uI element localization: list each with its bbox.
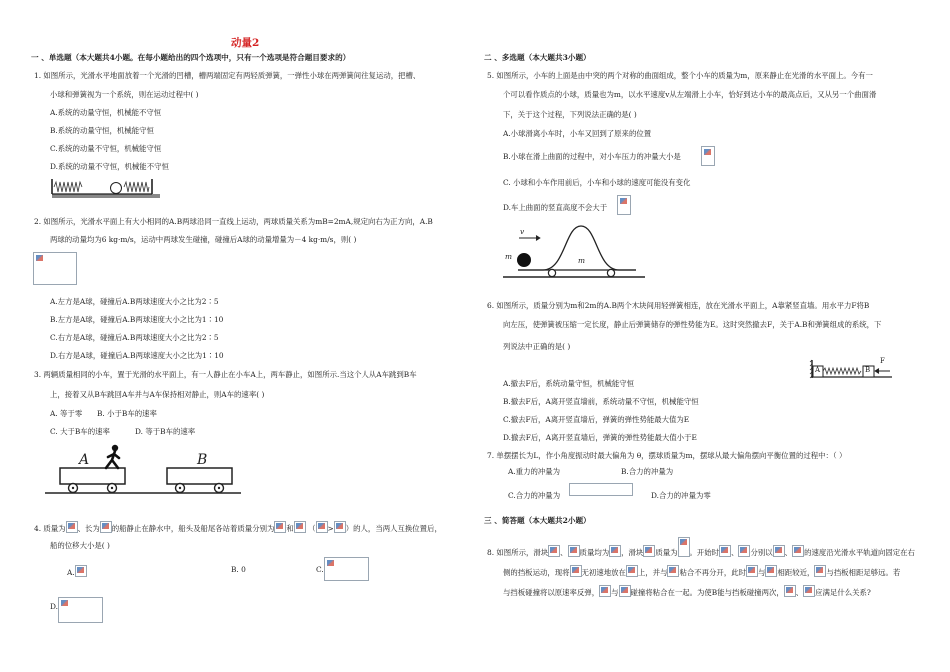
q4-option-d: D. (50, 602, 59, 611)
q3-carts-figure (45, 443, 245, 498)
q7-option-d: D.合力的冲量为零 (651, 491, 711, 500)
formula-image (294, 521, 306, 533)
q3-stem-line2: 上，接着又从B车跳回A车并与A车保持相对静止，则A车的速率( ) (50, 390, 265, 399)
formula-image (334, 521, 346, 533)
formula-image (643, 545, 655, 557)
q5-stem-line2: 个可以看作质点的小球，质量也为m，以水平速度v从左端滑上小车，恰好到达小车的最高点后，又从另一个曲面滑 (503, 90, 877, 99)
q4-option-c: C. (316, 565, 324, 574)
q7-option-c-formula (569, 483, 633, 496)
q5-velocity-label: v (520, 227, 525, 236)
formula-image (568, 545, 580, 557)
q5-stem-line1: 5. 如图所示，小车的上面是由中突的两个对称的曲面组成，整个小车的质量为m，原来静止在光滑的水平面上。今有一 (487, 71, 873, 80)
q6-block-a-label: A (815, 366, 821, 374)
page-title: 动量2 (231, 37, 260, 49)
q6-spring-blocks-figure (810, 358, 910, 380)
q1-stem-line2: 小球和弹簧视为一个系统，则在运动过程中( ) (50, 90, 199, 99)
q7-option-c: C.合力的冲量为 (508, 491, 561, 500)
q1-option-c: C.系统的动量不守恒，机械能守恒 (50, 144, 162, 153)
q2-option-d: D.右方是A球，碰撞后A.B两球速度大小之比为1∶10 (50, 351, 224, 360)
q8-stem-line1: 8. 如图所示，滑块 、 质量均为 ，滑块 质量为 。开始时 、 分别以 、 的速度沿光滑水平轨道向固定在右 (487, 537, 915, 557)
q5-option-c: C. 小球和小车作用前后，小车和小球的速度可能没有变化 (503, 178, 691, 187)
formula-image (274, 521, 286, 533)
formula-image (570, 565, 582, 577)
section-short-answer: 三 、简答题（本大题共2小题） (484, 516, 591, 525)
formula-image (814, 565, 826, 577)
q5-stem-line3: 下，关于这个过程，下列说法正确的是( ) (503, 110, 637, 119)
q5-option-b-formula (701, 146, 715, 166)
formula-image (784, 585, 796, 597)
q3-option-b: B. 小于B车的速率 (97, 409, 157, 418)
q4-stem-line1: 4. 质量为 、长为 的船静止在静水中，船头及船尾各站着质量分别为 和 （ > ）的人，当两人互换位置后， (34, 521, 442, 533)
q4-option-c-formula (324, 557, 369, 581)
q5-car-mass-label: m (578, 256, 586, 265)
q2-option-b: B.左方是A球，碰撞后A.B两球速度大小之比为1∶10 (50, 315, 224, 324)
formula-image (599, 585, 611, 597)
formula-image (738, 545, 750, 557)
formula-image (719, 545, 731, 557)
q3-option-a: A. 等于零 (50, 409, 83, 418)
cart-b-label: B (197, 452, 208, 468)
q5-ball-mass-label: m (505, 252, 513, 261)
formula-image (803, 585, 815, 597)
formula-image (619, 585, 631, 597)
q2-option-c: C.右方是A球，碰撞后A.B两球速度大小之比为2∶5 (50, 333, 219, 342)
q1-stem-line1: 1. 如图所示，光滑水平地面放着一个光滑的凹槽，槽两端固定有两轻质弹簧，一弹性小球在两弹簧间往复运动，把槽、 (34, 71, 421, 80)
q8-stem-line3: 与挡板碰撞将以原速率反弹， 与 碰撞将粘合在一起。为使B能与挡板碰撞两次， 、 应满足什么关系? (503, 585, 871, 597)
formula-image (746, 565, 758, 577)
formula-image (667, 565, 679, 577)
q4-stem-line2: 船的位移大小是( ) (50, 541, 110, 550)
q4-option-d-formula (58, 597, 103, 623)
formula-image (316, 521, 328, 533)
section-single-choice: 一 、单选题（本大题共4小题。在每小题给出的四个选项中，只有一个选项是符合题目要求的） (31, 53, 351, 62)
q6-option-c: C.撤去F后，A离开竖直墙后，弹簧的弹性势能最大值为E (503, 415, 690, 424)
formula-image (626, 565, 638, 577)
q7-stem: 7. 单摆摆长为L，作小角度振动时最大偏角为 θ，摆球质量为m，摆球从最大偏角摆向平衡位置的过程中：（ ） (487, 451, 847, 460)
q1-groove-figure (52, 175, 162, 199)
formula-image (765, 565, 777, 577)
q5-option-d-formula (617, 195, 631, 215)
q3-option-d: D. 等于B车的速率 (135, 427, 196, 436)
formula-image (75, 565, 87, 577)
q2-stem-line2: 两球的动量均为6 kg·m/s，运动中两球发生碰撞，碰撞后A球的动量增量为－4 kg·m/s，则( ) (50, 235, 357, 244)
q6-option-d: D.撤去F后，A离开竖直墙后，弹簧的弹性势能最大值小于E (503, 433, 697, 442)
q5-option-d: D.车上曲面的竖直高度不会大于 (503, 203, 608, 212)
q5-curved-car-figure (503, 222, 648, 282)
q1-option-a: A.系统的动量守恒，机械能不守恒 (50, 108, 162, 117)
q1-option-b: B.系统的动量守恒，机械能守恒 (50, 126, 154, 135)
q8-stem-line2: 侧的挡板运动，现将 无初速地放在 上，并与 粘合不再分开，此时 与 相距较近， 与挡板相距足够远。若 (503, 565, 900, 577)
q5-option-a: A.小球滑离小车时，小车又回到了原来的位置 (503, 129, 652, 138)
formula-image (773, 545, 785, 557)
section-multiple-choice: 二 、多选题（本大题共3小题） (484, 53, 591, 62)
formula-image (609, 545, 621, 557)
q6-option-b: B.撤去F后，A离开竖直墙前，系统动量不守恒，机械能守恒 (503, 397, 699, 406)
q5-option-b: B.小球在滑上曲面的过程中，对小车压力的冲量大小是 (503, 152, 681, 161)
formula-image (792, 545, 804, 557)
q7-option-a: A.重力的冲量为 (508, 467, 561, 476)
q3-stem-line1: 3. 两辆质量相同的小车，置于光滑的水平面上，有一人静止在小车A上，两车静止，如图所示.当这个人从A车跳到B车 (34, 370, 417, 379)
q6-block-b-label: B (865, 366, 871, 374)
cart-a-label: A (79, 452, 90, 468)
formula-image (678, 537, 690, 557)
q6-stem-line3: 列说法中正确的是( ) (503, 342, 571, 351)
formula-image (66, 521, 78, 533)
q1-option-d: D.系统的动量不守恒，机械能不守恒 (50, 162, 169, 171)
q3-option-c: C. 大于B车的速率 (50, 427, 110, 436)
q6-stem-line2: 向左压，使弹簧被压缩一定长度，静止后弹簧储存的弹性势能为E。这时突然撤去F，关于A.B和弹簧组成的系统，下 (503, 320, 882, 329)
q6-stem-line1: 6. 如图所示，质量分别为m和2m的A.B两个木块间用轻弹簧相连，放在光滑水平面上，A靠紧竖直墙。用水平力F将B (487, 301, 870, 310)
q6-force-label: F (880, 357, 885, 365)
formula-image (100, 521, 112, 533)
q4-option-a: A. (67, 565, 87, 577)
q7-option-b: B.合力的冲量为 (621, 467, 674, 476)
q6-option-a: A.撤去F后，系统动量守恒，机械能守恒 (503, 379, 635, 388)
q2-stem-line1: 2. 如图所示，光滑水平面上有大小相同的A.B两球沿同一直线上运动，两球质量关系为mB=2mA,规定向右为正方向，A.B (34, 217, 433, 226)
q2-figure-placeholder (33, 252, 77, 285)
formula-image (548, 545, 560, 557)
q2-option-a: A.左方是A球，碰撞后A.B两球速度大小之比为2∶5 (50, 297, 219, 306)
q4-option-b: B. 0 (231, 565, 246, 574)
